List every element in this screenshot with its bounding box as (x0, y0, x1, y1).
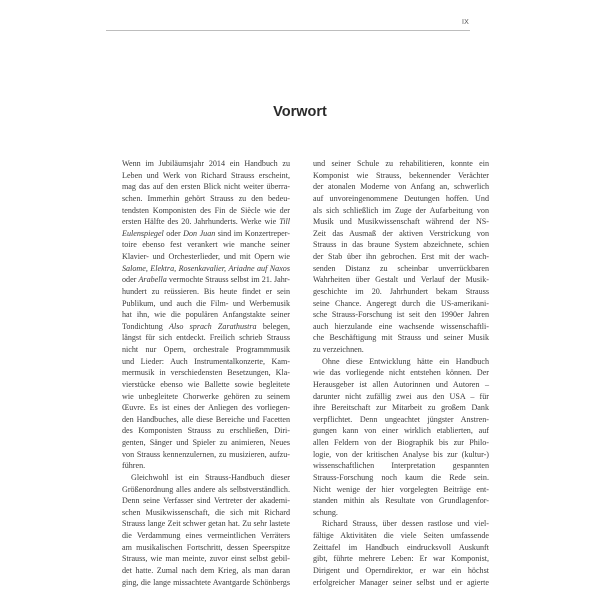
text-line: der Stab über ihn gebrochen. Erst mit der wach- (313, 252, 489, 261)
text-line: darunter nicht zufällig zwei aus den USA – für (313, 391, 489, 401)
text-line: allen Feldern von der Biographik bis zur Philo- (313, 438, 489, 447)
text-line: auch hierzulande eine wachsende wissenschaftli- (313, 321, 489, 331)
text-column-left (122, 158, 290, 588)
text-line: Richard Strauss, über dessen rastlose und viel- (322, 519, 489, 529)
text-line: Musik und Musikwissenschaft während der NS- (313, 217, 489, 227)
text-line: det hatte. Zumal nach dem Krieg, als man daran (122, 565, 290, 575)
text-line: Strauss lange Zeit schwer getan hat. Zu sehr lastete (122, 519, 290, 529)
text-line: Gleichwohl ist ein Strauss-Handbuch dieser (131, 472, 290, 482)
text-line: führen. (122, 461, 146, 471)
text-column-right (313, 158, 489, 588)
text-line: Denn seine Verfasser sind Vertreter der akademi- (122, 496, 290, 506)
text-line: Herausgeber ist allen Autorinnen und Autoren – (313, 379, 489, 389)
text-line: che Beschäftigung mit Strauss und seiner Musik (313, 333, 489, 343)
text-line: Klavier- und Orchesterlieder, und mit Opern wie (122, 252, 290, 261)
text-line: längst für sich entdeckt. Freilich schrieb Strauss (122, 333, 290, 343)
text-line: geschichte im 20. Jahrhundert bekam Strauss (313, 286, 489, 296)
text-line: Strauss, wie man meinte, zuvor einst selbst gebil- (122, 554, 290, 564)
text-line: Ohne diese Entwicklung hätte ein Handbuch (322, 356, 489, 366)
text-line: hundert zu reüssieren. Bis heute findet er sein (122, 286, 290, 296)
text-line: hat ihn, wie die populären Anfangstakte seiner (122, 310, 290, 320)
text-line: toire ebenso fest verankert wie manche seiner (122, 240, 290, 250)
text-line: erfolgreicher Manager seiner selbst und er agierte (313, 577, 489, 587)
text-line: Publikum, und auch die Film- und Werbemusik (122, 298, 290, 308)
text-line: am musikalischen Fortschritt, dessen Speerspitze (122, 542, 290, 552)
text-line: Strauss in das braune System abzeichnete, schien (313, 240, 489, 250)
text-line: Œuvre. Es ist eines der Anliegen des vorliegen- (122, 403, 290, 413)
text-line: standen mithin als Resultate von Grundlagenfor- (313, 496, 489, 506)
text-line: sche Strauss-Forschung ist seit den 1990er Jahren (313, 310, 489, 320)
text-line: Größenordnung alles andere als selbstverständlich. (122, 484, 290, 494)
text-line: Wenn im Jubiläumsjahr 2014 ein Handbuch zu (122, 159, 290, 168)
text-line: mag das auf den ersten Blick nicht weiter überra- (122, 182, 290, 192)
text-line: Nicht wenige der hier vorgelegten Beiträge ent- (313, 484, 489, 494)
text-line: ging, die lange missachtete Avantgarde Schönbergs (122, 577, 290, 587)
text-line: und seiner Schule zu rehabilitieren, konnte ein (313, 159, 489, 168)
text-line: die Verdammung eines vermeintlichen Verräters (122, 531, 290, 540)
text-line: nicht nur Opern, orchestrale Programmmusik (122, 345, 290, 354)
text-line: auf unvoreingenommene Deutungen hoffen. Und (313, 193, 489, 203)
text-line: fältige Aktivitäten die viele Seiten umfassende (313, 531, 489, 540)
text-line: Wahrheiten über Gestalt und Verlauf der Musik- (313, 275, 489, 285)
text-line: Eulenspiegel oder Don Juan sind im Konzertreper- (122, 228, 290, 238)
chapter-title: Vorwort (273, 104, 327, 120)
text-line: schung. (313, 507, 338, 517)
header-rule (106, 30, 470, 31)
text-line: seine Chance. Angeregt durch die US-amerikani- (313, 298, 489, 308)
text-line: wissenschaftlichen Interpretation gespannten (313, 461, 489, 471)
text-line: ersten Hälfte des 20. Jahrhunderts. Werke wie Till (122, 217, 290, 227)
text-line: gibt, führte mehrere Leben: Er war Komponist, (313, 554, 489, 564)
text-line: logie, von der kritischen Analyse bis zur (kultur-) (313, 449, 489, 459)
text-line: zu verzeichnen. (313, 345, 364, 354)
text-line: Zeit das Ausmaß der aktiven Verstrickung von (313, 228, 489, 238)
page-number: IX (462, 19, 470, 26)
text-line: genten, Sänger und Spieler zu animieren, Neues (122, 438, 290, 447)
text-line: verpflichtet. Denn ungeachtet jüngster Anstren- (313, 414, 489, 424)
text-line: Leben und Werk von Richard Strauss erscheint, (122, 170, 290, 180)
text-line: Komponist wie Strauss, bekennender Verächter (313, 170, 489, 180)
text-line: wie unbegleitete Chorwerke gehören zu seinem (122, 391, 290, 401)
text-line: Zeittafel im Handbuch eindrucksvoll Auskunft (313, 542, 489, 552)
text-line: vierstücke ebenso wie Ballette sowie begleitete (122, 379, 290, 389)
text-line: schen. Immerhin gehört Strauss zu den bedeu- (122, 193, 290, 203)
text-line: und Lieder: Auch Instrumentalkonzerte, Kam- (122, 356, 290, 366)
text-line: senden Distanz zu scheinbar unverrückbaren (313, 263, 489, 273)
text-line: gungen kann von einer wirklich etablierten, auf (313, 426, 489, 436)
text-line: Dirigent und Operndirektor, er war ein höchst (313, 565, 489, 575)
text-line: oder Arabella vermochte Strauss selbst im 21. Jahr- (122, 275, 290, 285)
text-line: tendsten Komponisten des Fin de Siècle wie der (122, 205, 290, 215)
text-line: wie das vorliegende nicht entstehen können. Der (313, 368, 489, 378)
text-line: schen Musikwissenschaft, die sich mit Richard (122, 507, 290, 517)
text-line: der atonalen Moderne von Anfang an, schwerlich (313, 182, 489, 192)
text-line: ihre Bereitschaft zur Mitarbeit zu großem Dank (313, 403, 489, 413)
text-line: von Strauss kennenzulernen, zu musizieren, aufzu- (122, 449, 290, 459)
text-line: Tondichtung Also sprach Zarathustra belegen, (122, 321, 291, 331)
text-line: Salome, Elektra, Rosenkavalier, Ariadne auf Naxos (122, 263, 290, 273)
text-line: des Komponisten Strauss zu erschließen, Diri- (122, 426, 290, 436)
text-line: Strauss-Forschung noch kaum die Rede sein. (313, 472, 489, 482)
text-line: mermusik in verschiedensten Besetzungen, Kla- (122, 368, 290, 378)
text-line: den Handbuches, alle diese Bereiche und Facetten (122, 414, 290, 424)
text-line: als sich schließlich im Zuge der Aufarbeitung von (313, 205, 489, 215)
